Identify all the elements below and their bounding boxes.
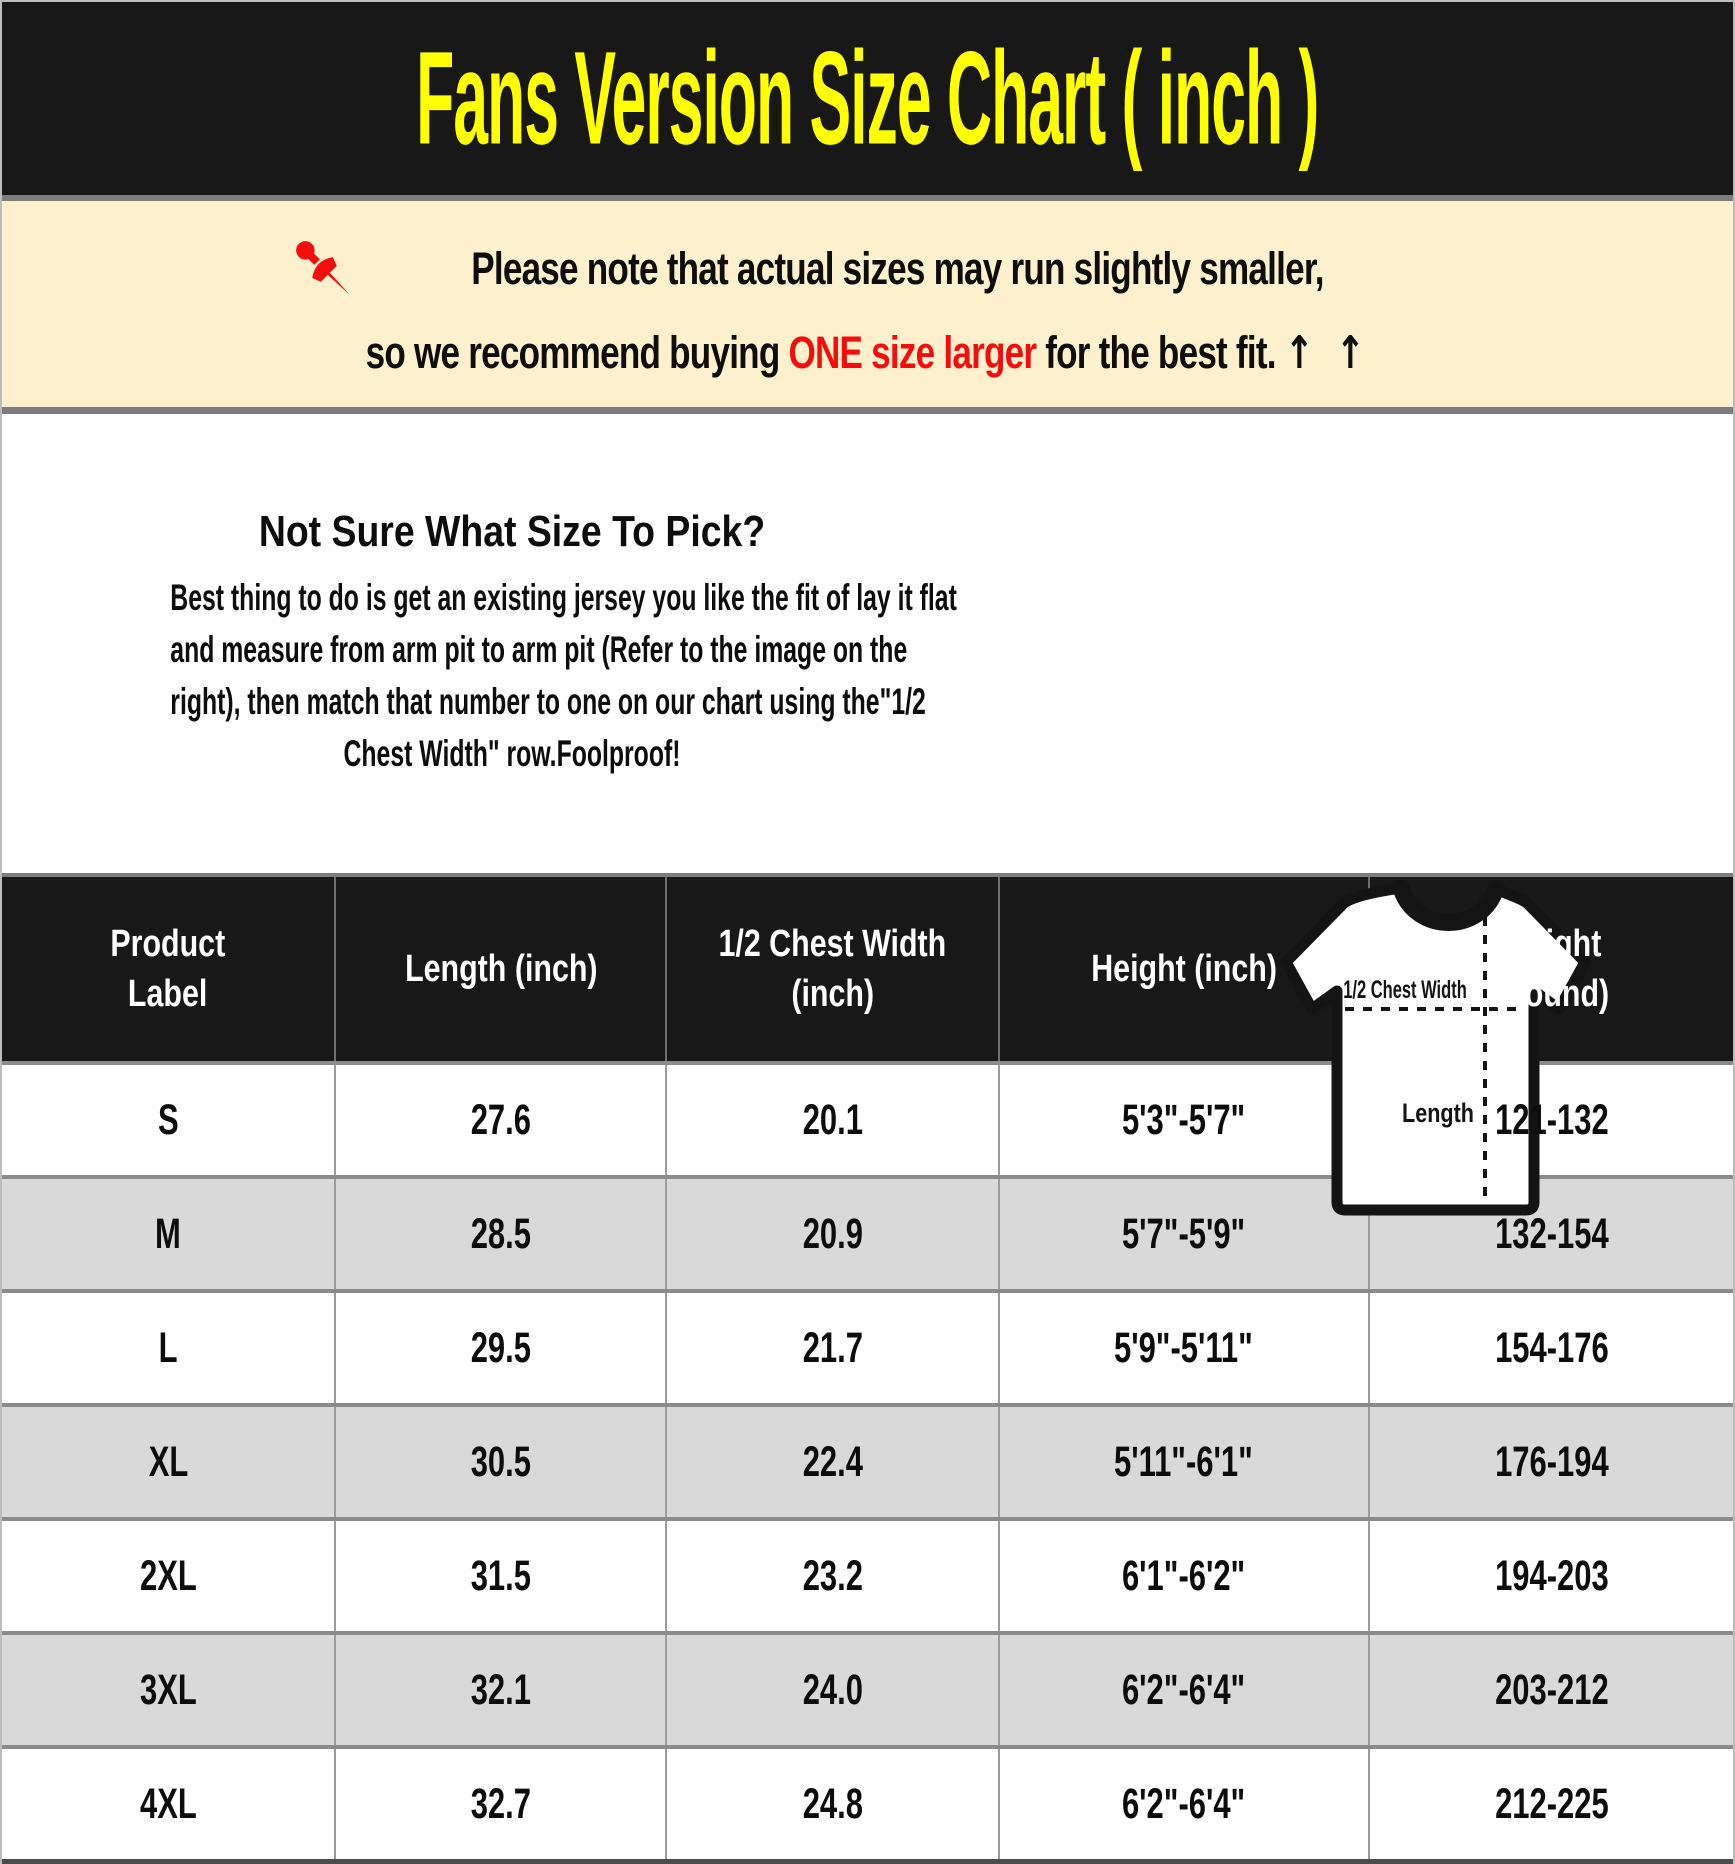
- divider: [2, 407, 1733, 414]
- header-weight: Weight (Pound): [1368, 877, 1733, 1061]
- guide-text-block: [2, 414, 1022, 780]
- guide-body-line: right), then match that number to one on our chart using the"1/2: [170, 681, 926, 722]
- note-line-1: [291, 230, 1444, 308]
- table-row-xl: [2, 1403, 1733, 1517]
- cell-size: 4XL: [139, 1779, 197, 1828]
- note-line2-prefix: so we recommend buying: [365, 326, 789, 378]
- cell-height: 5'7"-5'9": [998, 1179, 1368, 1289]
- header-height: Height (inch): [998, 877, 1368, 1061]
- cell-chest: 22.4: [665, 1407, 997, 1517]
- guide-body-line: Chest Width" row.Foolproof!: [343, 733, 681, 774]
- table-row-4xl: [2, 1745, 1733, 1859]
- chest-width-label: 1/2 Chest Width: [1343, 976, 1467, 1004]
- cell-height: 6'2"-6'4": [998, 1749, 1368, 1859]
- cell-weight: 121-132: [1368, 1065, 1733, 1175]
- note-banner: [2, 201, 1733, 407]
- cell-chest: 21.7: [665, 1293, 997, 1403]
- pushpin-icon: [291, 230, 357, 308]
- guide-body: [170, 572, 957, 780]
- cell-chest: 24.8: [665, 1749, 997, 1859]
- cell-size: 3XL: [139, 1665, 197, 1714]
- cell-length: 32.7: [334, 1749, 665, 1859]
- cell-weight: 154-176: [1368, 1293, 1733, 1403]
- cell-chest: 24.0: [665, 1635, 997, 1745]
- cell-height: 6'2"-6'4": [998, 1635, 1368, 1745]
- cell-weight: 212-225: [1368, 1749, 1733, 1859]
- header-chest-width: 1/2 Chest Width (inch): [665, 877, 997, 1061]
- header-product-label: Product Label: [110, 923, 226, 1015]
- cell-chest: 20.9: [665, 1179, 997, 1289]
- cell-height: 5'11"-6'1": [998, 1407, 1368, 1517]
- note-line1-text: Please note that actual sizes may run slightly smaller,: [471, 242, 1324, 294]
- cell-length: 29.5: [334, 1293, 665, 1403]
- cell-length: 27.6: [334, 1065, 665, 1175]
- table-row-3xl: [2, 1631, 1733, 1745]
- cell-weight: 203-212: [1368, 1635, 1733, 1745]
- cell-size: M: [155, 1209, 181, 1258]
- cell-weight: 194-203: [1368, 1521, 1733, 1631]
- cell-length: 28.5: [334, 1179, 665, 1289]
- cell-height: 6'1"-6'2": [998, 1521, 1368, 1631]
- page-title: Fans Version Size Chart ( inch ): [416, 24, 1319, 173]
- table-row-2xl: [2, 1517, 1733, 1631]
- cell-height: 5'9"-5'11": [998, 1293, 1368, 1403]
- note-line2-suffix: for the best fit.: [1036, 326, 1285, 378]
- cell-size: 2XL: [139, 1551, 197, 1600]
- note-line-2: [224, 326, 1511, 379]
- note-line2-highlight: ONE size larger: [788, 326, 1037, 378]
- cell-height: 5'3"-5'7": [998, 1065, 1368, 1175]
- cell-length: 30.5: [334, 1407, 665, 1517]
- cell-size: XL: [148, 1437, 188, 1486]
- cell-chest: 20.1: [665, 1065, 997, 1175]
- title-band: [2, 2, 1733, 195]
- header-length: Length (inch): [334, 877, 665, 1061]
- up-arrows-icon: ↑ ↑: [1284, 325, 1370, 379]
- cell-length: 32.1: [334, 1635, 665, 1745]
- cell-size: L: [158, 1323, 178, 1372]
- cell-chest: 23.2: [665, 1521, 997, 1631]
- tshirt-collar: [1401, 888, 1496, 923]
- cell-weight: 176-194: [1368, 1407, 1733, 1517]
- length-label: Length: [1402, 1098, 1474, 1129]
- cell-weight: 132-154: [1368, 1179, 1733, 1289]
- guide-heading: Not Sure What Size To Pick?: [258, 507, 766, 556]
- guide-body-line: Best thing to do is get an existing jersey you like the fit of lay it flat: [170, 577, 957, 618]
- table-row-l: [2, 1289, 1733, 1403]
- cell-size: S: [157, 1095, 179, 1144]
- cell-length: 31.5: [334, 1521, 665, 1631]
- guide-body-line: and measure from arm pit to arm pit (Refer to the image on the: [170, 629, 908, 670]
